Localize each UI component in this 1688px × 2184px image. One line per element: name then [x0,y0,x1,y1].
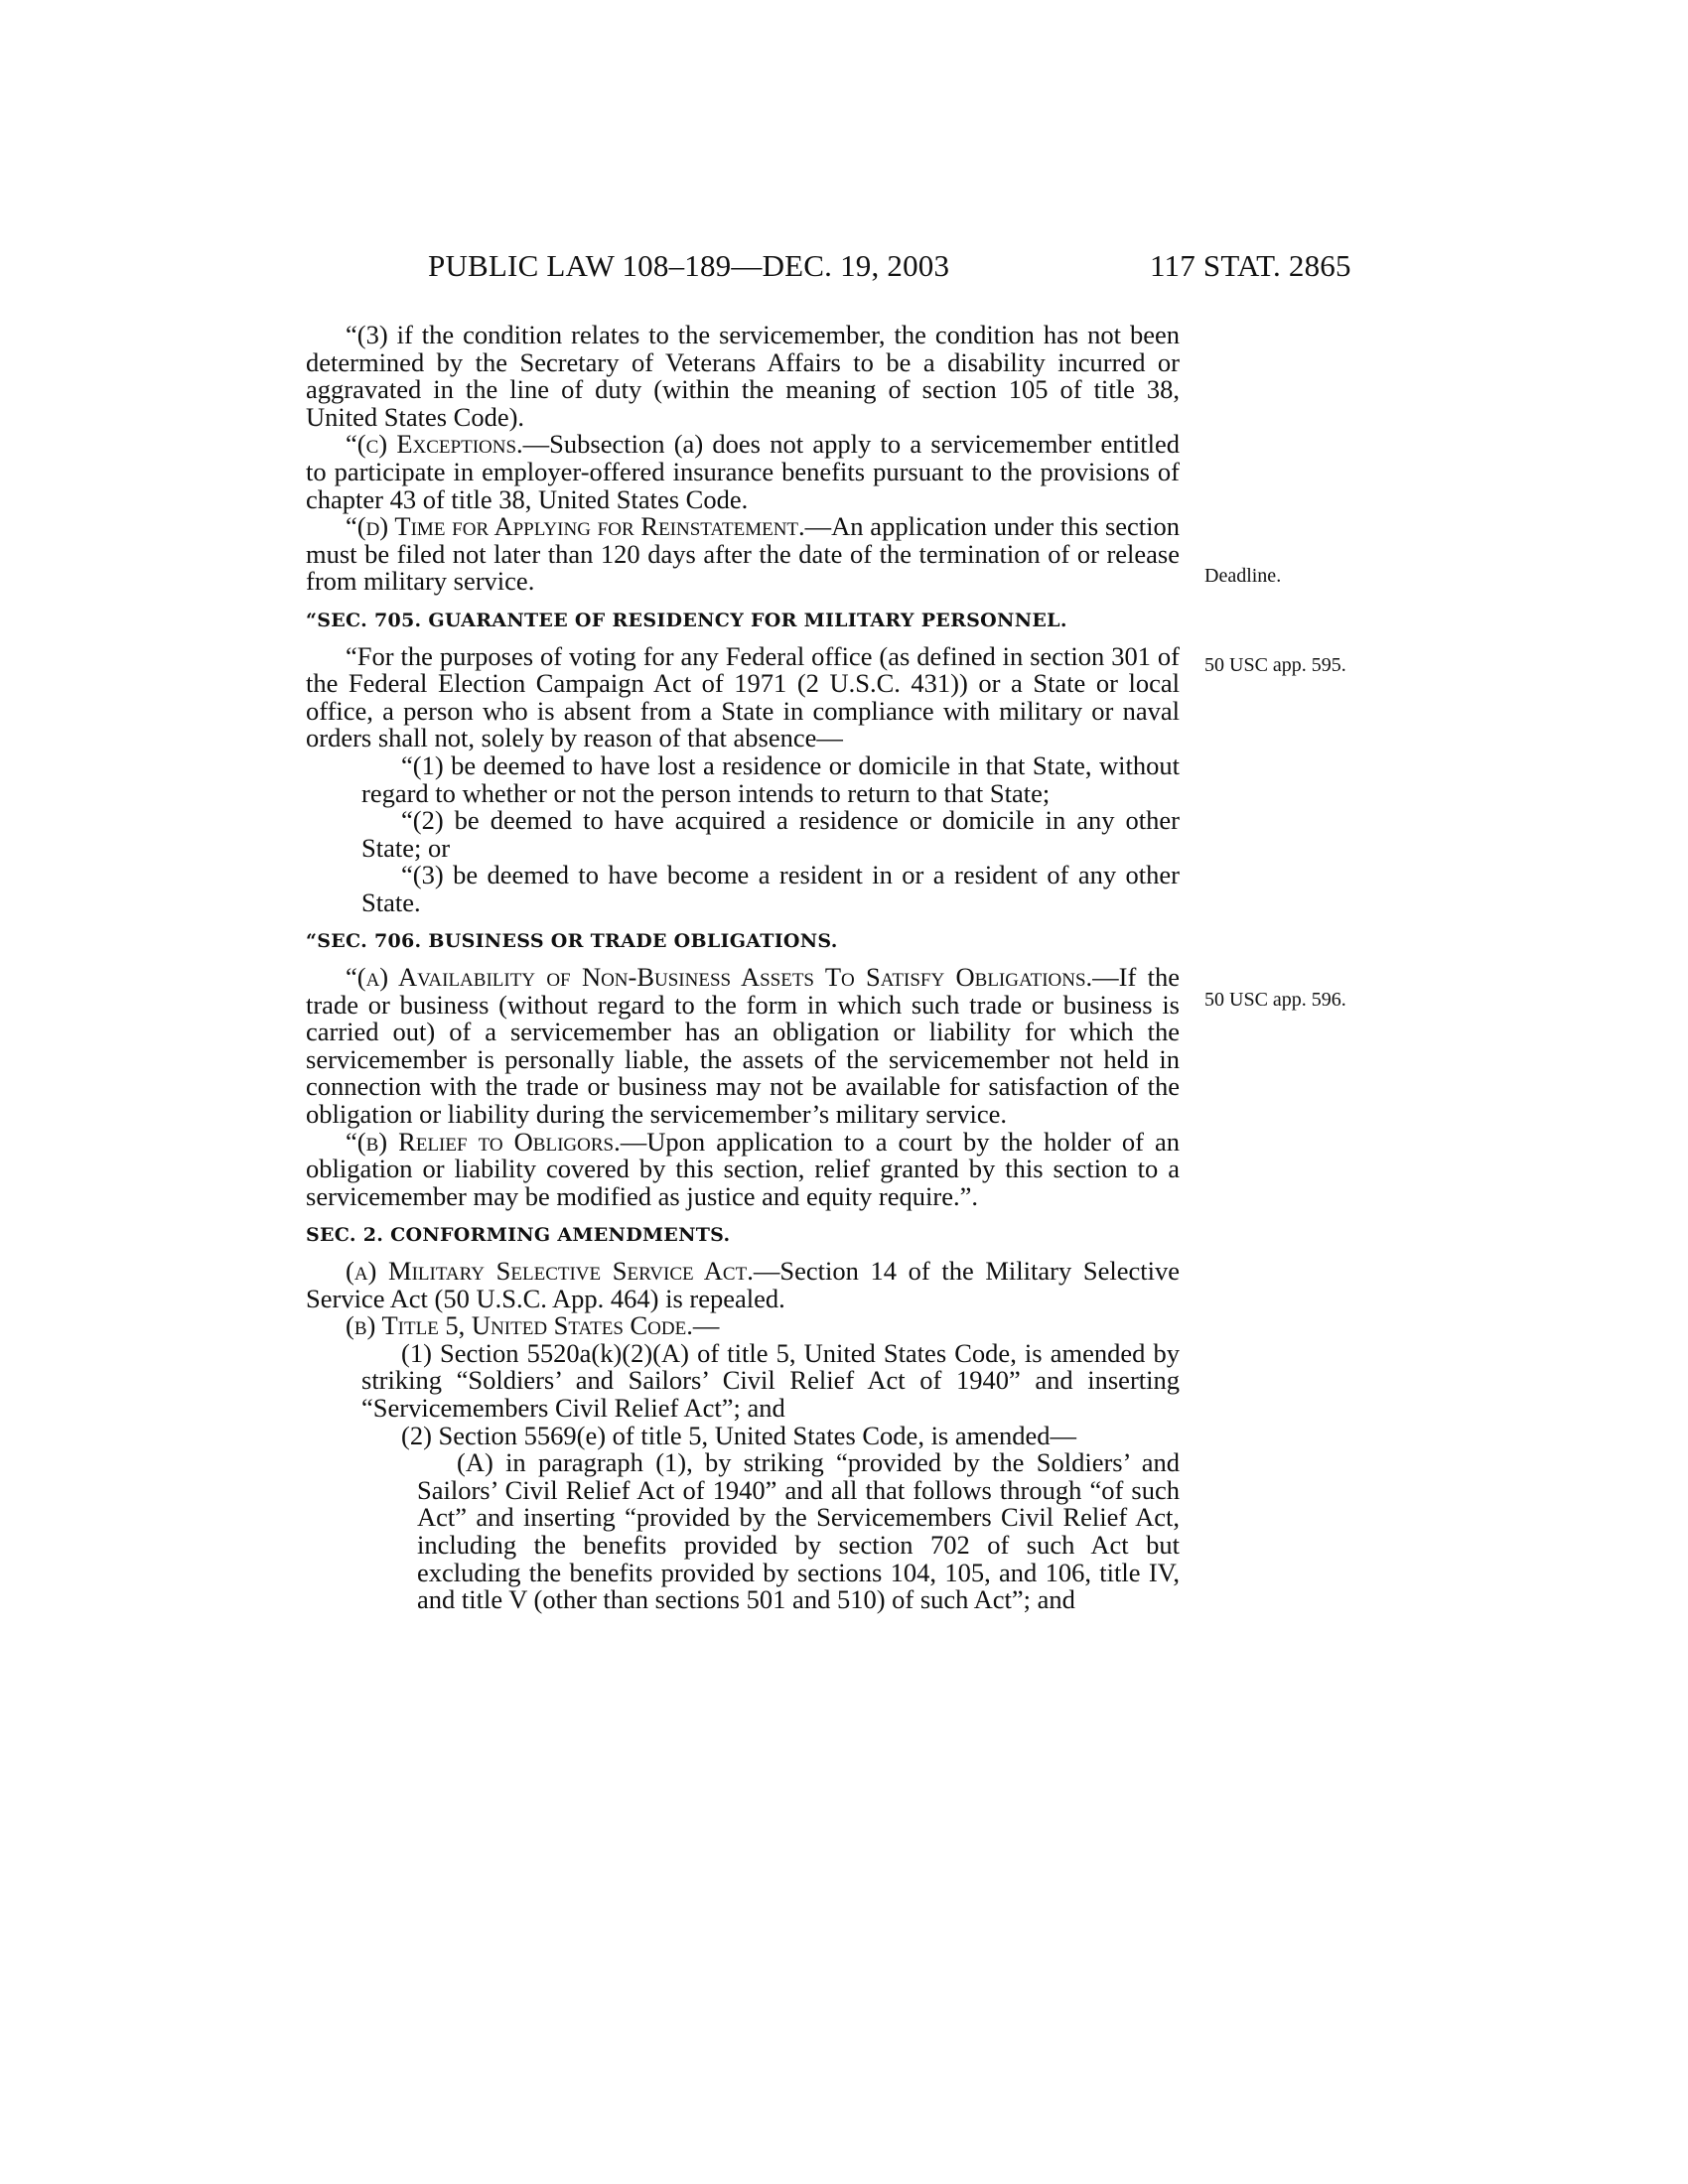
section-706-a-heading: “(a) Availability of Non-Business Assets To Satisfy Obligations. [346,962,1093,993]
section-706-b-heading: “(b) Relief to Obligors. [346,1126,621,1157]
section-705-item-1: “(1) be deemed to have lost a residence or domicile in that State, without regard to whether or not the person intends to return to that State; [361,750,1180,808]
section-706-title: “SEC. 706. BUSINESS OR TRADE OBLIGATIONS. [306,930,838,953]
subsection-d-heading: “(d) Time for Applying for Reinstatement. [346,511,805,542]
section-2-b-1: (1) Section 5520a(k)(2)(A) of title 5, United States Code, is amended by striking “Soldiers’ and Sailors’ Civil Relief Act of 1940” and inserting “Servicemembers Civil Relief Act”; and [361,1337,1180,1423]
section-2-b-2: (2) Section 5569(e) of title 5, United States Code, is amended— [401,1420,1077,1450]
page-citation: 117 STAT. 2865 [1150,248,1351,283]
running-header: PUBLIC LAW 108–189—DEC. 19, 2003 [428,248,950,283]
section-2-b-heading: (b) Title 5, United States Code. [346,1310,693,1341]
section-2-b: (b) Title 5, United States Code.— [346,1310,720,1341]
section-705-intro: “For the purposes of voting for any Federal office (as defined in section 301 of the Federal Election Campaign Act of 1971 (2 U.S.C. 431)) or a State or local office, a person who is absent from a State in compliance with military or naval orders shall not, solely by reason of that absence— [306,640,1180,753]
subsection-c: “(c) Exceptions.—Subsection (a) does not apply to a servicemember entitled to participate in employer-offered insurance benefits pursuant to the provisions of chapter 43 of title 38, United States Code. [306,429,1181,514]
document-body [306,322,1180,1614]
section-2-a-heading: (a) Military Selective Service Act. [346,1256,754,1286]
section-706-a: “(a) Availability of Non-Business Assets To Satisfy Obligations.—If the trade or business (without regard to the form in which such trade or business is carried out) of a servicemember has an obligation or liability for which the servicemember is personally liable, the assets of the servicemember not held in connection with the trade or business may not be available for satisfaction of the obligation or liability during the servicemember’s military service. [306,962,1180,1130]
section-705-item-3: “(3) be deemed to have become a resident in or a resident of any other State. [361,860,1180,917]
margin-note-deadline: Deadline. [1204,565,1282,587]
section-705-item-2: “(2) be deemed to have acquired a residence or domicile in any other State; or [361,805,1180,863]
section-2-b-2-A: (A) in paragraph (1), by striking “provided by the Soldiers’ and Sailors’ Civil Relief Act of 1940” and all that follows through “of such Act” and inserting “provided by the Servicemembers Civil Relief Act, including the benefits provided by section 702 of such Act but excluding the benefits provided by sections 104, 105, and 106, title IV, and title V (other than sections 501 and 510) of such Act”; and [417,1447,1180,1615]
section-2-a: (a) Military Selective Service Act.—Section 14 of the Military Selective Service Act (50 U.S.C. App. 464) is repealed. [306,1256,1180,1313]
subsection-c-heading: “(c) Exceptions. [346,429,523,460]
section-705-title: “SEC. 705. GUARANTEE OF RESIDENCY FOR MILITARY PERSONNEL. [306,609,1067,631]
section-2-title: SEC. 2. CONFORMING AMENDMENTS. [306,1224,731,1247]
section-706-b: “(b) Relief to Obligors.—Upon application to a court by the holder of an obligation or liability covered by this section, relief granted by this section to a servicemember may be modified as justice and equity require.”. [306,1126,1180,1211]
subsection-d: “(d) Time for Applying for Reinstatement.—An application under this section must be filed not later than 120 days after the date of the termination of or release from military service. [306,511,1181,597]
margin-note-usc-596: 50 USC app. 596. [1204,989,1346,1011]
paragraph-b3: “(3) if the condition relates to the servicemember, the condition has not been determined by the Secretary of Veterans Affairs to be a disability incurred or aggravated in the line of duty (within the meaning of section 105 of title 38, United States Code). [306,320,1180,432]
margin-note-usc-595: 50 USC app. 595. [1204,654,1346,676]
